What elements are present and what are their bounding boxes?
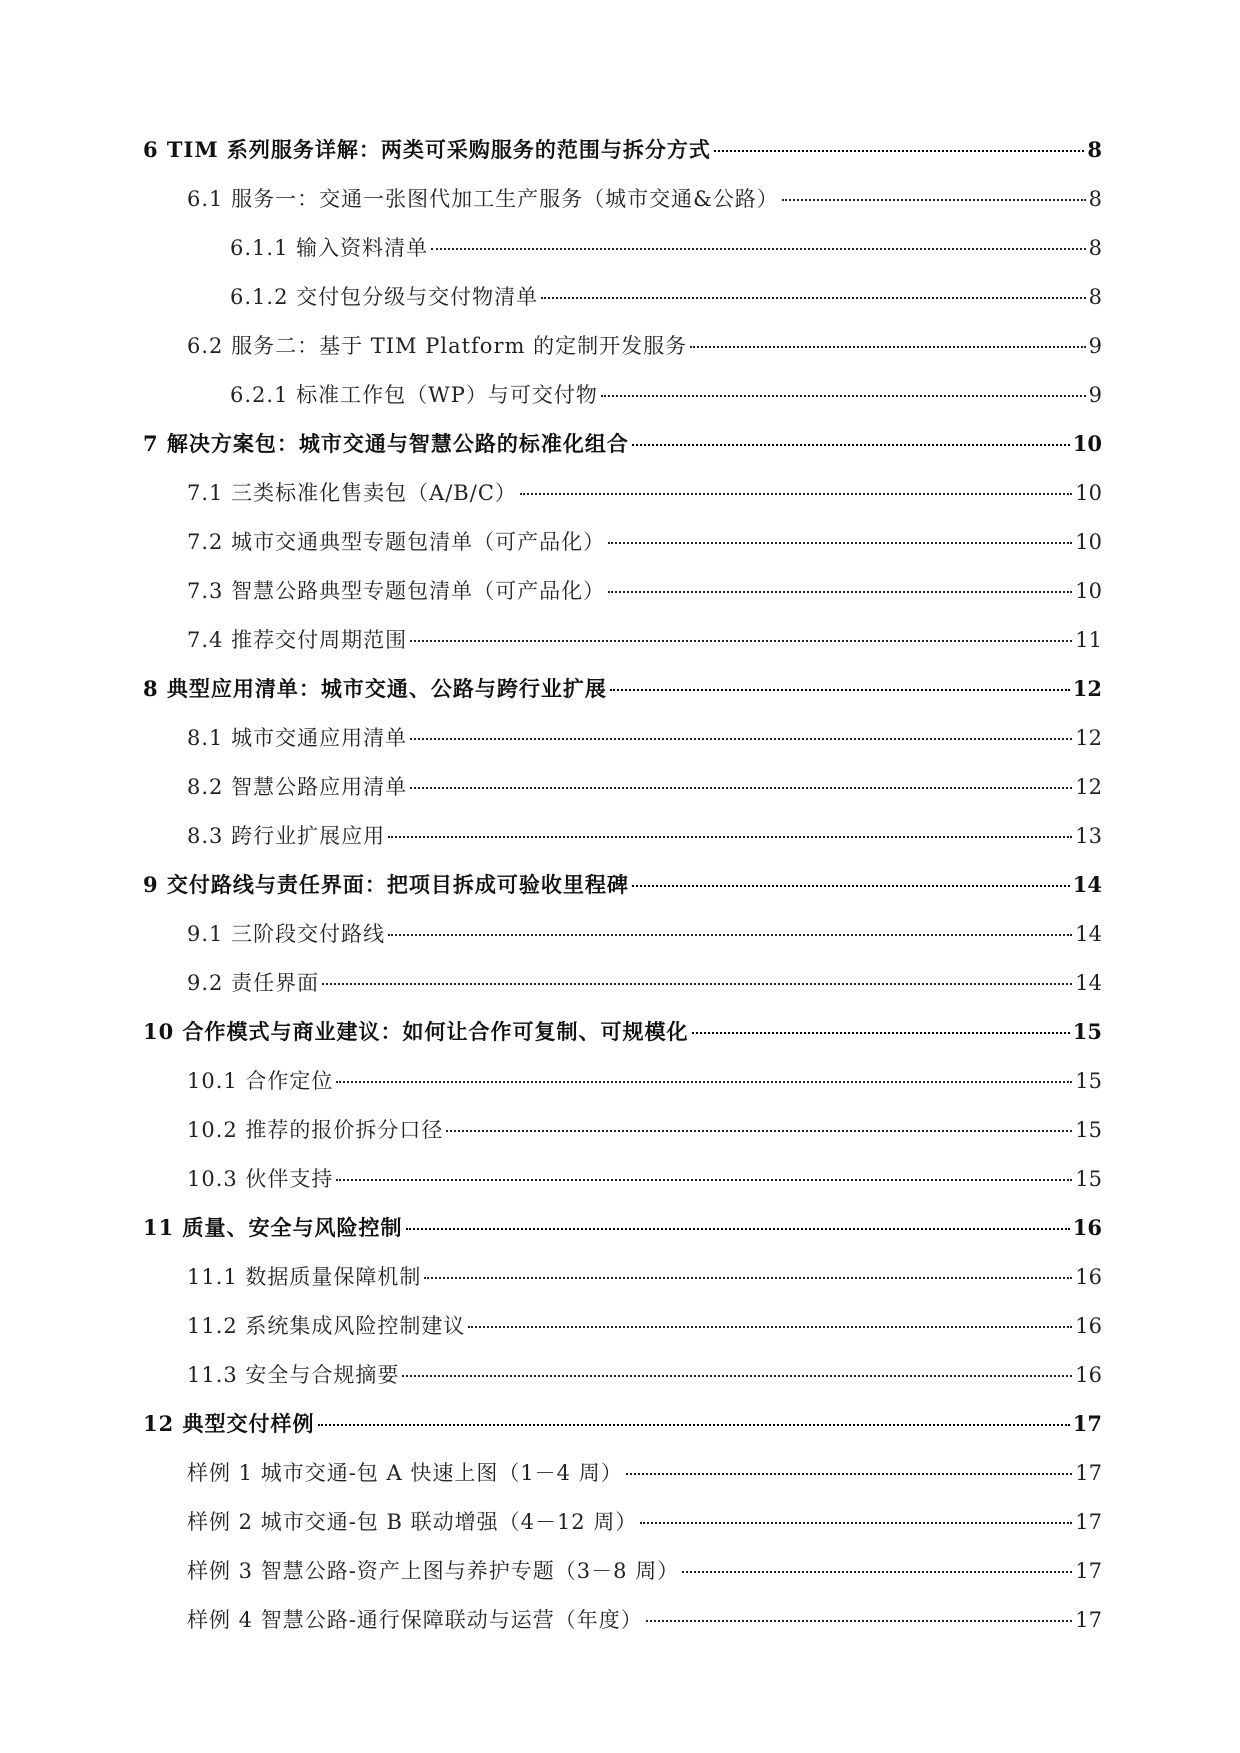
dot-leader	[690, 346, 1086, 348]
toc-entry[interactable]	[187, 330, 1102, 366]
toc-entry-title: 11.1 数据质量保障机制	[187, 1265, 422, 1289]
dot-leader	[446, 1130, 1072, 1132]
toc-entry[interactable]	[143, 1016, 1102, 1052]
dot-leader	[424, 1277, 1072, 1279]
toc-entry-page: 16	[1075, 1265, 1102, 1289]
toc-entry-title: 10.3 伙伴支持	[187, 1167, 334, 1191]
toc-entry-page: 12	[1072, 676, 1102, 701]
toc-entry-title: 10.1 合作定位	[187, 1069, 334, 1093]
dot-leader	[322, 983, 1072, 985]
toc-entry-page: 10	[1075, 530, 1102, 554]
dot-leader	[520, 493, 1072, 495]
toc-entry-page: 16	[1075, 1314, 1102, 1338]
dot-leader	[682, 1571, 1072, 1573]
toc-entry[interactable]	[143, 1408, 1102, 1444]
dot-leader	[468, 1326, 1072, 1328]
toc-entry-page: 17	[1075, 1461, 1102, 1485]
dot-leader	[714, 150, 1084, 152]
toc-entry-page: 13	[1075, 824, 1102, 848]
toc-entry[interactable]	[187, 526, 1102, 562]
toc-entry-page: 17	[1072, 1411, 1102, 1436]
toc-entry-title: 7 解决方案包：城市交通与智慧公路的标准化组合	[143, 431, 629, 456]
dot-leader	[336, 1081, 1072, 1083]
toc-entry[interactable]	[187, 477, 1102, 513]
toc-entry[interactable]	[143, 134, 1102, 170]
toc-entry[interactable]	[187, 918, 1102, 954]
toc-entry-page: 17	[1075, 1608, 1102, 1632]
toc-entry-page: 10	[1075, 481, 1102, 505]
toc-entry-title: 6.2 服务二：基于 TIM Platform 的定制开发服务	[187, 334, 688, 358]
toc-entry[interactable]	[187, 575, 1102, 611]
toc-entry-page: 15	[1072, 1019, 1102, 1044]
toc-entry-page: 16	[1075, 1363, 1102, 1387]
toc-entry-title: 10.2 推荐的报价拆分口径	[187, 1118, 444, 1142]
toc-entry-page: 8	[1088, 285, 1102, 309]
toc-entry-page: 9	[1088, 334, 1102, 358]
toc-entry-page: 15	[1075, 1069, 1102, 1093]
toc-entry[interactable]	[143, 673, 1102, 709]
toc-entry[interactable]	[187, 1310, 1102, 1346]
toc-entry[interactable]	[187, 1604, 1102, 1640]
dot-leader	[402, 1375, 1072, 1377]
dot-leader	[336, 1179, 1072, 1181]
dot-leader	[608, 591, 1072, 593]
toc-entry-title: 9.2 责任界面	[187, 971, 320, 995]
dot-leader	[410, 738, 1072, 740]
toc-entry-page: 11	[1075, 628, 1102, 652]
toc-entry-title: 11.3 安全与合规摘要	[187, 1363, 400, 1387]
toc-entry[interactable]	[230, 281, 1102, 317]
toc-entry[interactable]	[187, 1065, 1102, 1101]
toc-entry-page: 14	[1075, 971, 1102, 995]
toc-entry-page: 17	[1075, 1559, 1102, 1583]
toc-entry-title: 7.4 推荐交付周期范围	[187, 628, 408, 652]
toc-entry[interactable]	[187, 722, 1102, 758]
toc-entry-title: 7.2 城市交通典型专题包清单（可产品化）	[187, 530, 606, 554]
toc-entry-page: 8	[1088, 187, 1102, 211]
toc-entry-title: 8.1 城市交通应用清单	[187, 726, 408, 750]
dot-leader	[410, 640, 1072, 642]
dot-leader	[406, 1228, 1070, 1230]
toc-entry-page: 9	[1088, 383, 1102, 407]
toc-entry-title: 11 质量、安全与风险控制	[143, 1215, 403, 1240]
toc-entry-title: 10 合作模式与商业建议：如何让合作可复制、可规模化	[143, 1019, 689, 1044]
toc-entry-page: 16	[1072, 1215, 1102, 1240]
dot-leader	[601, 395, 1086, 397]
dot-leader	[410, 787, 1072, 789]
toc-entry-page: 10	[1072, 431, 1102, 456]
toc-entry[interactable]	[187, 1261, 1102, 1297]
toc-entry[interactable]	[187, 1555, 1102, 1591]
dot-leader	[388, 934, 1072, 936]
toc-entry-page: 8	[1087, 137, 1102, 162]
toc-entry-title: 样例 4 智慧公路-通行保障联动与运营（年度）	[187, 1608, 643, 1632]
toc-entry-page: 8	[1088, 236, 1102, 260]
toc-entry[interactable]	[187, 1163, 1102, 1199]
toc-entry-title: 6.1.2 交付包分级与交付物清单	[230, 285, 539, 309]
toc-entry-page: 15	[1075, 1167, 1102, 1191]
dot-leader	[646, 1620, 1072, 1622]
toc-entry[interactable]	[230, 379, 1102, 415]
toc-entry[interactable]	[187, 771, 1102, 807]
toc-entry[interactable]	[187, 1457, 1102, 1493]
toc-entry[interactable]	[187, 624, 1102, 660]
toc-entry[interactable]	[143, 428, 1102, 464]
toc-entry[interactable]	[187, 1359, 1102, 1395]
dot-leader	[318, 1424, 1070, 1426]
toc-entry-page: 15	[1075, 1118, 1102, 1142]
dot-leader	[608, 542, 1072, 544]
dot-leader	[610, 689, 1070, 691]
toc-entry[interactable]	[143, 869, 1102, 905]
toc-entry-title: 6.1.1 输入资料清单	[230, 236, 429, 260]
dot-leader	[782, 199, 1086, 201]
toc-entry-title: 8.2 智慧公路应用清单	[187, 775, 408, 799]
toc-entry-page: 12	[1075, 775, 1102, 799]
toc-entry[interactable]	[187, 1114, 1102, 1150]
toc-entry-title: 8 典型应用清单：城市交通、公路与跨行业扩展	[143, 676, 607, 701]
toc-entry-page: 10	[1075, 579, 1102, 603]
toc-entry-page: 17	[1075, 1510, 1102, 1534]
dot-leader	[632, 885, 1070, 887]
toc-entry-title: 12 典型交付样例	[143, 1411, 315, 1436]
toc-entry-page: 14	[1072, 872, 1102, 897]
dot-leader	[541, 297, 1086, 299]
toc-entry-title: 样例 1 城市交通-包 A 快速上图（1－4 周）	[187, 1461, 623, 1485]
dot-leader	[431, 248, 1086, 250]
toc-entry[interactable]	[187, 1506, 1102, 1542]
dot-leader	[626, 1473, 1073, 1475]
toc-entry-title: 样例 2 城市交通-包 B 联动增强（4－12 周）	[187, 1510, 638, 1534]
dot-leader	[692, 1032, 1070, 1034]
toc-entry-title: 6.2.1 标准工作包（WP）与可交付物	[230, 383, 598, 407]
toc-entry[interactable]	[230, 232, 1102, 268]
toc-entry-title: 7.1 三类标准化售卖包（A/B/C）	[187, 481, 517, 505]
toc-entry-title: 样例 3 智慧公路-资产上图与养护专题（3－8 周）	[187, 1559, 680, 1583]
toc-entry-title: 9.1 三阶段交付路线	[187, 922, 386, 946]
toc-entry-page: 14	[1075, 922, 1102, 946]
toc-entry[interactable]	[187, 967, 1102, 1003]
toc-entry-title: 7.3 智慧公路典型专题包清单（可产品化）	[187, 579, 606, 603]
toc-entry[interactable]	[187, 820, 1102, 856]
dot-leader	[632, 444, 1070, 446]
toc-entry[interactable]	[143, 1212, 1102, 1248]
toc-entry-page: 12	[1075, 726, 1102, 750]
toc-entry-title: 6 TIM 系列服务详解：两类可采购服务的范围与拆分方式	[143, 137, 711, 162]
toc-entry-title: 6.1 服务一：交通一张图代加工生产服务（城市交通&公路）	[187, 187, 779, 211]
toc-entry[interactable]	[187, 183, 1102, 219]
dot-leader	[640, 1522, 1072, 1524]
toc-entry-title: 9 交付路线与责任界面：把项目拆成可验收里程碑	[143, 872, 629, 897]
toc-entry-title: 8.3 跨行业扩展应用	[187, 824, 386, 848]
dot-leader	[388, 836, 1072, 838]
toc-entry-title: 11.2 系统集成风险控制建议	[187, 1314, 466, 1338]
